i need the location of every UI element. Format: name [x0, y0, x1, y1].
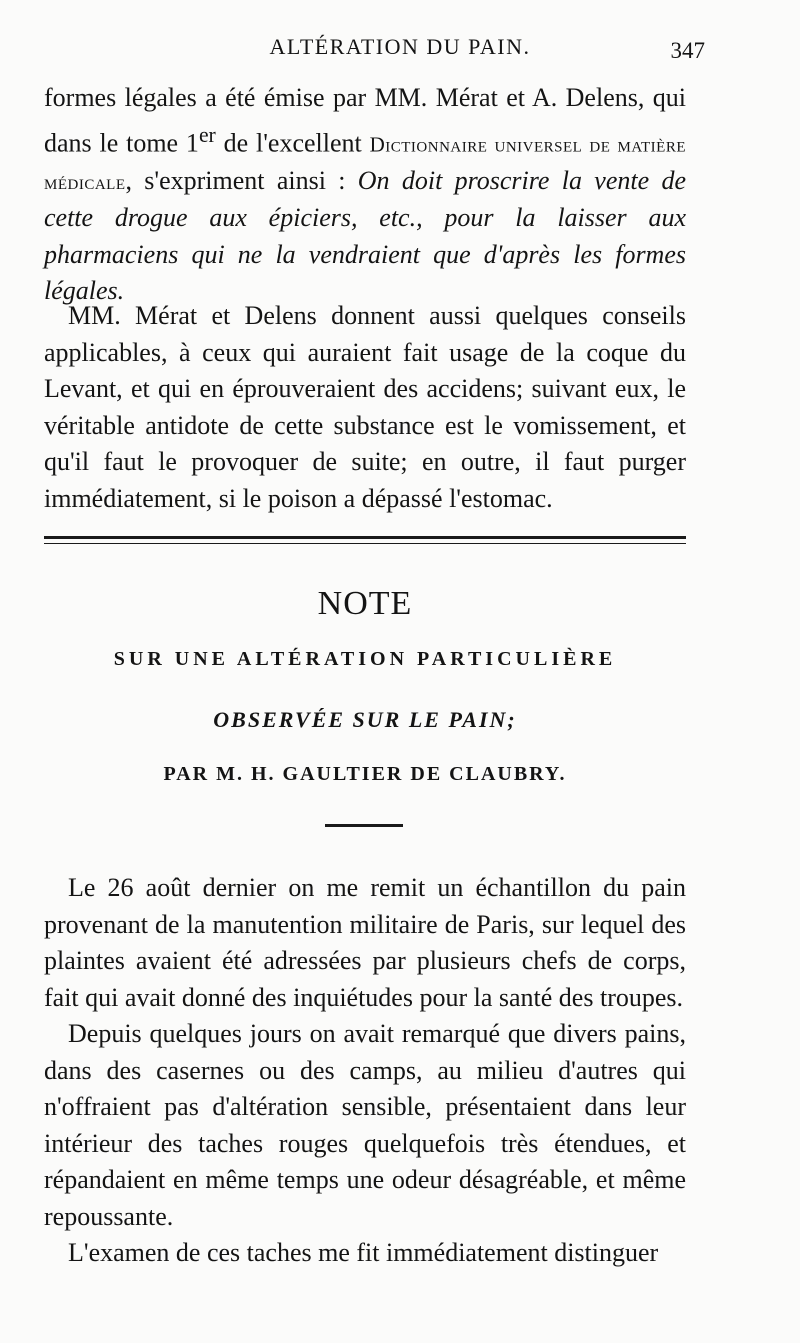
para3-text: Le 26 août dernier on me remit un échantillon du pain provenant de la manutention militaire de Paris, sur lequel des plaintes avaient été adressées par plusieurs chefs de corps, fait qui avait donné des inquiétudes pour la santé des troupes.: [44, 873, 686, 1012]
paragraph-formes-legales: [44, 80, 686, 310]
para1-text-c: , s'expriment ainsi :: [125, 165, 358, 195]
note-title: NOTE: [317, 585, 413, 622]
para1-superscript: er: [198, 122, 216, 147]
para1-text-a: formes légales a été émise par MM. Mérat et A. Delens, qui dans le tome 1: [44, 83, 686, 158]
para5-text: L'examen de ces taches me fit immédiatement distinguer: [68, 1238, 659, 1267]
page-number: 347: [670, 38, 705, 63]
para1-text-b: de l'excellent: [215, 128, 370, 158]
section-divider-thin: [44, 543, 686, 544]
paragraph-conseils: [44, 298, 686, 517]
note-subtitle: SUR UNE ALTÉRATION PARTICULIÈRE: [113, 648, 617, 670]
running-head-title: ALTÉRATION DU PAIN.: [269, 34, 531, 59]
note-author: PAR M. H. GAULTIER DE CLAUBRY.: [163, 763, 567, 785]
running-head: [0, 26, 800, 66]
note-observed: OBSERVÉE SUR LE PAIN;: [213, 707, 517, 732]
note-body: [44, 870, 686, 1272]
quotation-italic: On doit proscrire la vente de cette drogue aux épiciers, etc., pour la laisser aux pharmaciens qui ne la vendraient que d'après les formes légales.: [44, 165, 686, 306]
para2-text: MM. Mérat et Delens donnent aussi quelques conseils applicables, à ceux qui auraient fait usage de la coque du Levant, et qui en éprouveraient des accidens; suivant eux, le véritable antidote de cette substance est le vomissement, et qu'il faut le provoquer de suite; en outre, il faut purger immédiatement, si le poison a dépassé l'estomac.: [44, 301, 686, 513]
section-divider-thick: [44, 536, 686, 539]
heading-short-rule: [325, 824, 403, 827]
dictionary-title: Dictionnaire universel de matière médicale: [44, 132, 686, 194]
para4-text: Depuis quelques jours on avait remarqué que divers pains, dans des casernes ou des camps, au milieu d'autres qui n'offraient pas d'altération sensible, présentaient dans leur intérieur des taches rouges quelquefois très étendues, et répandaient en même temps une odeur désagréable, et même repoussante.: [44, 1019, 686, 1231]
